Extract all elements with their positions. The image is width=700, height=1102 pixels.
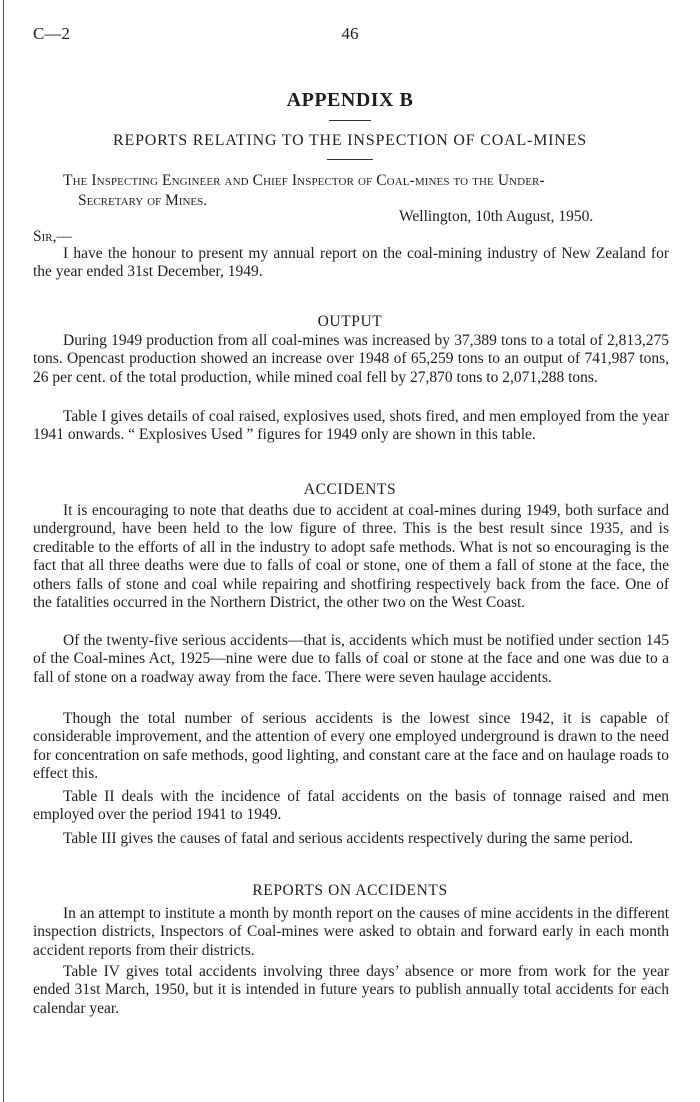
output-heading: OUTPUT	[317, 313, 383, 330]
dateline: Wellington, 10th August, 1950.	[399, 208, 594, 225]
appendix-title: APPENDIX B	[286, 89, 414, 111]
accidents-paragraph-5: Table III gives the causes of fatal and serious accidents respectively during the same period.	[63, 830, 634, 847]
accidents-paragraph-1: It is encouraging to note that deaths due to accident at coal-mines during 1949, both surface and underground, have been held to the low figure of three. This is the best result since 1935, and is creditable to the efforts of all in the industry to adopt safe methods. What is not so encouraging is the fact that all three deaths were due to falls of coal or stone, one of them a fall of stone at the face, the others falls of stone and coal while repairing and shotfiring respectively back from the face. One of the fatalities occurred in the Northern District, the other two on the West Coast.	[33, 502, 669, 612]
accidents-heading: ACCIDENTS	[303, 481, 397, 498]
accidents-paragraph-3: Though the total number of serious accidents is the lowest since 1942, it is capable of considerable improvement, and the attention of every one employed underground is drawn to the need for concentration on safe methods, good lighting, and constant care at the face and on haulage roads to effect this.	[33, 710, 669, 783]
report-subtitle: REPORTS RELATING TO THE INSPECTION OF COAL-MINES	[113, 132, 587, 149]
subtitle-divider	[327, 159, 373, 160]
reports-heading: REPORTS ON ACCIDENTS	[252, 882, 448, 899]
title-divider	[329, 120, 371, 121]
page-number: 46	[341, 24, 359, 43]
output-paragraph-1: During 1949 production from all coal-mines was increased by 37,389 tons to a total of 2,813,275 tons. Opencast production showed an increase over 1948 of 65,259 tons to an output of 741,987 tons, 26 per cent. of the total production, while mined coal fell by 27,870 tons to 2,071,288 tons.	[33, 332, 669, 386]
page-reference: C—2	[33, 24, 70, 43]
accidents-paragraph-2: Of the twenty-five serious accidents—that is, accidents which must be notified under section 145 of the Coal-mines Act, 1925—nine were due to falls of coal or stone at the face and one was due to a fall of stone on a roadway away from the face. There were seven haulage accidents.	[33, 632, 669, 686]
intro-paragraph: I have the honour to present my annual report on the coal-mining industry of New Zealand for the year ended 31st December, 1949.	[33, 245, 669, 281]
output-paragraph-2: Table I gives details of coal raised, explosives used, shots fired, and men employed from the year 1941 onwards. “ Explosives Used ” figures for 1949 only are shown in this table.	[33, 408, 669, 444]
reports-paragraph-1: In an attempt to institute a month by month report on the causes of mine accidents in the different inspection districts, Inspectors of Coal-mines were asked to obtain and forward early in each month accident reports from their districts.	[33, 905, 669, 959]
salutation: Sir,—	[33, 228, 72, 245]
accidents-paragraph-4: Table II deals with the incidence of fatal accidents on the basis of tonnage raised and men employed over the period 1941 to 1949.	[33, 788, 669, 824]
address-line-1: The Inspecting Engineer and Chief Inspector of Coal-mines to the Under-	[63, 172, 545, 189]
reports-paragraph-2: Table IV gives total accidents involving three days’ absence or more from work for the year ended 31st March, 1950, but it is intended in future years to publish annually total accidents for each calendar year.	[33, 963, 669, 1017]
address-line-2: Secretary of Mines.	[78, 192, 208, 209]
page-edge-rule	[3, 0, 4, 1102]
